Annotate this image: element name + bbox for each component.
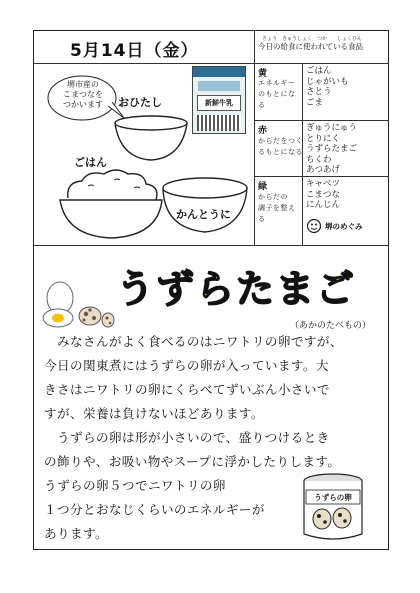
quail-egg-can [300, 472, 366, 544]
dish-label-ohitashi: おひたし [118, 96, 162, 109]
article-line: みなさんがよく食べるのはニワトリの卵ですが、 [44, 334, 343, 349]
can-label: うずらの卵 [314, 493, 352, 502]
group-items-red [306, 123, 357, 176]
article-line: １つ分とおなじくらいのエネルギーが [44, 502, 265, 517]
food-item: ちくわ [306, 154, 332, 165]
food-item: とりにく [306, 133, 341, 144]
food-item: さとう [306, 87, 332, 97]
gohan-bowl [58, 168, 166, 242]
date-heading: 5月14日（金） [70, 41, 199, 61]
food-item: キャベツ [306, 179, 341, 189]
ohitashi-bowl [112, 114, 190, 166]
article-line: あります。 [44, 526, 108, 541]
divider [254, 176, 389, 177]
group-items-green [306, 179, 340, 211]
logo-icon [306, 218, 322, 234]
article-line: すが、栄養は負けないほどあります。 [44, 406, 264, 421]
article-title: うずらたまご [116, 267, 357, 311]
eggs-illustration [38, 272, 116, 334]
logo-text: 堺のめぐみ [325, 221, 363, 231]
group-desc-red: からだをつく るもとになる [258, 137, 303, 156]
foods-title: 今日の給食に使われている食品 [258, 42, 363, 51]
dish-label-kantouni: かんとうに [176, 208, 231, 221]
group-items-yellow [306, 66, 349, 108]
article-line: うずらの卵は形が小さいので、盛りつけるとき [44, 430, 330, 445]
divider [254, 30, 255, 245]
food-item: じゃがいも [306, 76, 349, 87]
divider [254, 120, 389, 121]
divider [33, 63, 389, 64]
food-item: ごはん [306, 66, 332, 76]
group-name-red: 赤 [258, 126, 268, 136]
milk-label: 新鮮牛乳 [197, 95, 241, 111]
article-line: きさはニワトリの卵にくらべてずいぶん小さいで [44, 382, 330, 397]
food-item: あつあげ [306, 165, 341, 175]
sakai-logo [306, 218, 363, 234]
article-line: うずらの卵５つでニワトリの卵 [44, 478, 226, 493]
article-body [44, 330, 343, 546]
foods-title-ruby: きょう きゅうしょく つか しょくひん [262, 36, 363, 42]
article-line: の飾りや、お吸い物やスープに浮かしたりします。 [44, 454, 341, 469]
food-item: にんじん [306, 200, 341, 210]
dish-label-gohan: ごはん [74, 156, 107, 169]
food-item: こまつな [306, 189, 341, 200]
group-name-green: 緑 [258, 182, 268, 192]
food-item: ぎゅうにゅう [306, 123, 357, 133]
callout-text [58, 80, 108, 110]
article-subtitle: （あかのたべもの） [290, 321, 372, 331]
callout-line3: つかいます [63, 100, 103, 109]
article-line: 今日の関東煮にはうずらの卵が入っています。大 [44, 358, 329, 373]
group-name-yellow: 黄 [258, 69, 268, 79]
milk-carton [192, 66, 246, 134]
callout-line1: 堺市産の [67, 80, 99, 89]
group-desc-yellow: エネルギー のもとにな る [258, 79, 296, 109]
group-desc-green: からだの 調子を整え る [258, 193, 296, 223]
food-item: ごま [306, 97, 324, 108]
divider [33, 245, 389, 246]
food-item: うずらたまご [306, 144, 358, 154]
callout-line2: こまつなを [63, 90, 103, 99]
